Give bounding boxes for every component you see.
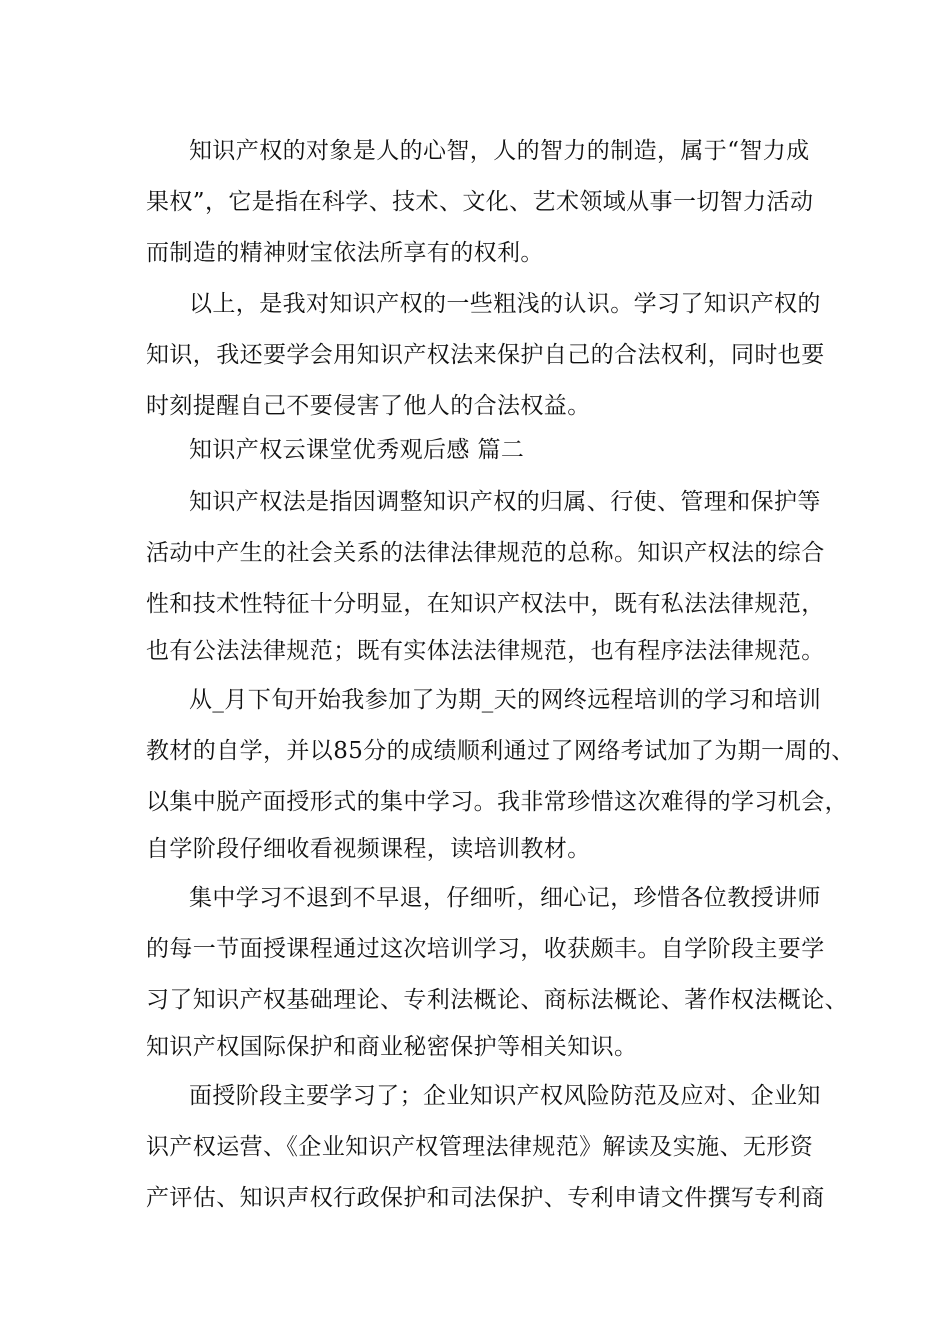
- text-line: 教材的自学，并以85分的成绩顺利通过了网络考试加了为期一周的、: [146, 738, 855, 764]
- text-line: 而制造的精神财宝依法所享有的权利。: [146, 240, 544, 266]
- section-heading: 知识产权云课堂优秀观后感 篇二: [189, 437, 525, 463]
- text-line: 也有公法法律规范；既有实体法法律规范，也有程序法法律规范。: [146, 638, 825, 664]
- text-line: 识产权运营、《企业知识产权管理法律规范》解读及实施、无形资: [146, 1134, 814, 1160]
- text-line: 的每一节面授课程通过这次培训学习，收获颇丰。自学阶段主要学: [146, 936, 825, 962]
- text-line: 知识产权国际保护和商业秘密保护等相关知识。: [146, 1034, 638, 1060]
- text-line: 时刻提醒自己不要侵害了他人的合法权益。: [146, 393, 591, 419]
- text-line: 活动中产生的社会关系的法律法律规范的总称。知识产权法的综合: [146, 540, 825, 566]
- text-line: 果权”，它是指在科学、技术、文化、艺术领域从事一切智力活动: [146, 189, 814, 215]
- text-line: 习了知识产权基础理论、专利法概论、商标法概论、著作权法概论、: [146, 987, 848, 1013]
- text-line: 以集中脱产面授形式的集中学习。我非常珍惜这次难得的学习机会，: [146, 789, 848, 815]
- text-line: 知识，我还要学会用知识产权法来保护自己的合法权利，同时也要: [146, 342, 825, 368]
- text-line: 产评估、知识声权行政保护和司法保护、专利申请文件撰写专利商: [146, 1185, 825, 1211]
- text-line: 以上，是我对知识产权的一些粗浅的认识。学习了知识产权的: [189, 291, 821, 317]
- text-line: 知识产权的对象是人的心智，人的智力的制造，属于“智力成: [189, 138, 810, 164]
- text-line: 知识产权法是指因调整知识产权的归属、行使、管理和保护等: [189, 489, 821, 515]
- text-line: 集中学习不退到不早退，仔细听，细心记，珍惜各位教授讲师: [189, 885, 821, 911]
- text-line: 自学阶段仔细收看视频课程，读培训教材。: [146, 836, 591, 862]
- text-line: 面授阶段主要学习了；企业知识产权风险防范及应对、企业知: [189, 1083, 821, 1109]
- text-line: 从_月下旬开始我参加了为期_天的网终远程培训的学习和培训: [189, 687, 822, 713]
- text-line: 性和技术性特征十分明显，在知识产权法中，既有私法法律规范，: [146, 591, 825, 617]
